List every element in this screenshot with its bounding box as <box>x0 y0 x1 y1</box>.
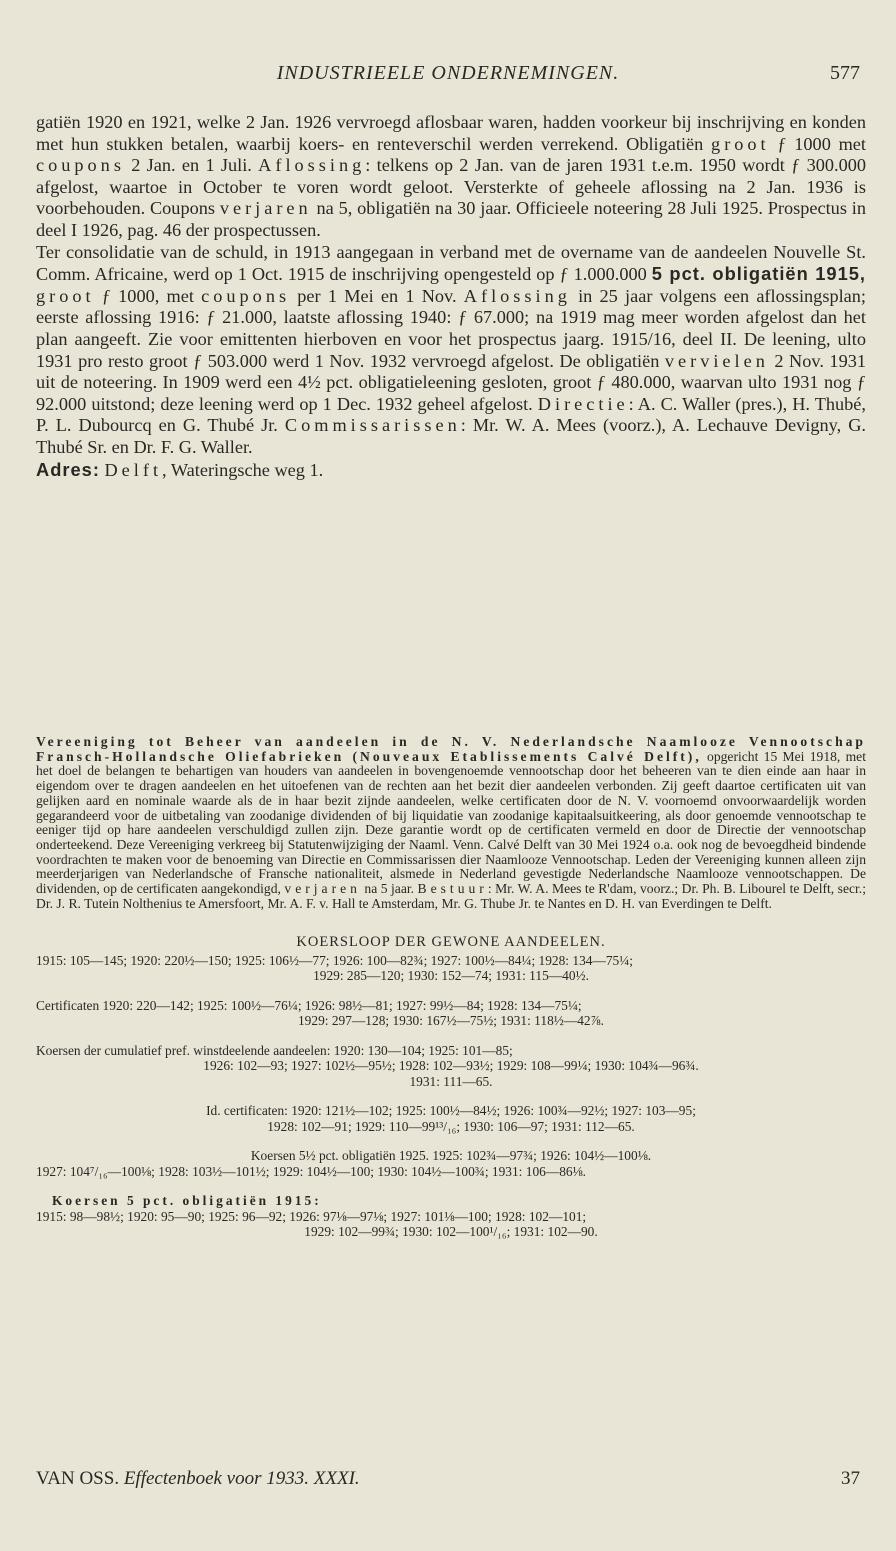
paragraph-obligations-1925 <box>36 112 866 242</box>
spaced-term: Aflossing <box>463 285 571 306</box>
koers-block-obligaties-1925 <box>36 1148 866 1179</box>
text-run: : Mr. W. A. Mees te R'dam, voorz.; Dr. Ph. B. Libourel te Delft, secr.; Dr. J. R. Tutein Nolthenius te Amersfoort, Mr. A. F. v. Hall te Amsterdam, Mr. G. Thube Jr. te Nantes en D. H. van Everdingen te Delft. <box>36 881 866 911</box>
koers-block-certificaten <box>36 998 866 1029</box>
footer-publisher: VAN OSS. <box>36 1468 120 1489</box>
footer-signature: 37 <box>841 1468 860 1489</box>
page-header <box>36 62 860 92</box>
spaced-term: Bestuur <box>417 881 488 897</box>
koers-line: Certificaten 1920: 220—142; 1925: 100½—76¼; 1926: 98½—81; 1927: 99½—84; 1928: 134—75¼; <box>36 997 582 1013</box>
text-run: 2 Jan. en 1 Juli. <box>124 155 259 176</box>
koers-line: 1929: 102—99¾; 1930: 102—100¹/₁₆; 1931: 102—90. <box>304 1224 598 1239</box>
bold-heading-run: 5 pct. obligatiën 1915, <box>651 263 866 285</box>
spaced-term: coupons <box>36 155 125 176</box>
text-run: : A. C. Waller (pres.), H. Thubé, P. L. Dubourcq en G. Thubé Jr. <box>36 393 866 436</box>
koers-line: 1927: 104⁷/₁₆—100⅛; 1928: 103½—101½; 1929: 104½—100; 1930: 104½—100¾; 1931: 106—86⅛. <box>36 1163 587 1179</box>
koers-line: 1931: 111—65. <box>409 1073 493 1089</box>
koers-line: 1915: 98—98½; 1920: 95—90; 1925: 96—92; 1926: 97⅛—97⅛; 1927: 101⅛—100; 1928: 102—101; <box>36 1208 587 1224</box>
text-run: na 5 jaar. <box>360 881 418 897</box>
footer-imprint <box>36 1468 360 1490</box>
spaced-term: verjaren <box>284 881 361 897</box>
text-run: na 5, obligatiën na 30 jaar. Officieele noteering 28 Juli 1925. Prospectus in deel I 1926, pag. 46 der prospectussen. <box>36 198 866 240</box>
page-footer <box>36 1468 860 1498</box>
text-run: Ter consolidatie van de schuld, in 1913 aangegaan in verband met de overname van de aandeelen Nouvelle St. Comm. Africaine, werd op 1 Oct. 1915 de inschrijving opengesteld op ƒ 1.000.000 <box>36 241 866 285</box>
spaced-term: Aflossing <box>258 155 366 176</box>
spaced-term: Directie <box>537 393 629 414</box>
koers-line: 1926: 102—93; 1927: 102½—95½; 1928: 102—93½; 1929: 108—99¼; 1930: 104¾—96¾. <box>203 1058 699 1073</box>
text-run: opgericht 15 Mei 1918, met het doel de belangen te behartigen van houders van aandeelen in bovengenoemde vennootschap door het beheeren van te dien einde aan haar in eigendom over te dragen aandeelen en het uitoefenen van de rechten aan het bezit dier aandeelen verbonden. Zij geeft daartoe certificaten uit van gelijken aard en nominale waarde als de in haar bezit zijnde aandeelen, welke certificaten door de N. V. voornoemd onvoorwaardelijk worden gegarandeerd voor de uitbetaling van zoodanige dividenden of bij liquidatie van zoodanige kapitaalsuitkeering, als door genoemde vennootschap te eeniger tijd op hare aandeelen verschuldigd zullen zijn. Deze garantie wordt op de certificaten vermeld en door de Directie der vennootschap onderteekend. Deze Vereeniging verkreeg bij Statutenwijziging der Naaml. Venn. Calvé Delft van 30 Mei 1924 o.a. ook nog de bevoegdheid bindende voordrachten te maken voor de benoeming van Directie en Commissarissen dier Naamlooze Vennootschap. Leden der Vereeniging kunnen alleen zijn meerderjarigen van Nederlandsche of Fransche nationaliteit, alsmede in Nederland gevestigde Nederlandsche Naamlooze vennootschappen. De dividenden, op de certificaten aangekondigd, <box>36 748 866 897</box>
footer-book-title: Effectenboek voor 1933. <box>123 1468 310 1489</box>
address-street: , Wateringsche weg 1. <box>162 459 324 480</box>
spaced-term: groot <box>711 133 770 154</box>
koers-block-obligaties-1915 <box>36 1193 866 1240</box>
page-number: 577 <box>830 62 860 84</box>
text-run: gatiën 1920 en 1921, welke 2 Jan. 1926 vervroegd aflosbaar waren, hadden voorkeur bij inschrijving en konden met hun stukken betalen, waarbij koers- en renteverschil werden verrekend. Obligatiën <box>36 112 866 154</box>
address-line <box>36 459 866 482</box>
vereeniging-paragraph <box>36 735 866 911</box>
text-run: : telkens op 2 Jan. van de jaren 1931 t.e.m. 1950 wordt ƒ 300.000 afgelost, waartoe in October te voren wordt geloot. Versterkte of geheele aflossing na 2 Jan. 1936 is voorbehouden. Coupons <box>36 155 866 219</box>
text-run: : Mr. W. A. Mees (voorz.), A. Lechauve Devigny, G. Thubé Sr. en Dr. F. G. Waller. <box>36 415 866 457</box>
text-run: ƒ 1000 met <box>769 133 866 154</box>
spaced-term: vervielen <box>664 350 769 371</box>
spaced-term: verjaren <box>219 198 312 219</box>
koers-block-pref <box>36 1043 866 1090</box>
running-title: INDUSTRIEELE ONDERNEMINGEN. <box>276 62 620 84</box>
address-city: Delft <box>104 459 163 480</box>
vereeniging-section <box>36 735 866 911</box>
koers-line: Koersen 5½ pct. obligatiën 1925. 1925: 102¾—97¾; 1926: 104½—100⅛. <box>250 1148 652 1163</box>
koers-line: 1928: 102—91; 1929: 110—99¹³/₁₆; 1930: 106—97; 1931: 112—65. <box>267 1118 635 1134</box>
koersloop-title: KOERSLOOP DER GEWONE AANDEELEN. <box>296 934 606 950</box>
koers-line: 1929: 285—120; 1930: 152—74; 1931: 115—40½. <box>313 968 589 983</box>
text-run: in 25 jaar volgens een aflossingsplan; eerste aflossing 1916: ƒ 21.000, laatste aflossing 1940: ƒ 67.000; na 1919 mag meer worden afgelost dan het plan aangeeft. Zie voor emittenten hierboven en voor het prospectus jaarg. 1915/16, deel II. De leening, ulto 1931 pro resto groot ƒ 503.000 werd 1 Nov. 1932 vervroegd afgelost. De obligatiën <box>36 285 866 371</box>
address-label: Adres: <box>36 458 100 480</box>
footer-volume: XXXI. <box>313 1468 360 1489</box>
koers-line: Koersen der cumulatief pref. winstdeelende aandeelen: 1920: 130—104; 1925: 101—85; <box>36 1042 513 1058</box>
koers-subtitle: Koersen 5 pct. obligatiën 1915: <box>52 1193 322 1208</box>
koers-block-gewone <box>36 953 866 984</box>
main-text <box>36 112 866 481</box>
koers-line: Id. certificaten: 1920: 121½—102; 1925: 100½—84½; 1926: 100¾—92½; 1927: 103—95; <box>206 1103 696 1118</box>
koers-block-id-certificaten <box>36 1103 866 1134</box>
koers-line: 1915: 105—145; 1920: 220½—150; 1925: 106½—77; 1926: 100—82¾; 1927: 100½—84¼; 1928: 134—75¼; <box>36 952 634 968</box>
spaced-term: Commissarissen <box>284 415 461 436</box>
vereeniging-title: Vereeniging tot Beheer van aandeelen in de N. V. Nederlandsche Naamlooze Vennootschap Fransch-Hollandsche Oliefabrieken (Nouveaux Etablissements Calvé Delft), <box>36 734 866 764</box>
spaced-term: coupons <box>201 285 291 306</box>
paragraph-obligations-1915 <box>36 242 866 459</box>
text-run: per 1 Mei en 1 Nov. <box>290 285 464 306</box>
text-run: 2 Nov. 1931 uit de noteering. In 1909 werd een 4½ pct. obligatieleening gesloten, groot ƒ 480.000, waarvan ulto 1931 nog ƒ 92.000 uitstond; deze leening werd op 1 Dec. 1932 geheel afgelost. <box>36 350 866 414</box>
text-run: ƒ 1000, met <box>94 285 202 306</box>
spaced-term: groot <box>36 285 95 306</box>
koersloop-section <box>36 935 866 1254</box>
koers-line: 1929: 297—128; 1930: 167½—75½; 1931: 118½—42⅞. <box>297 1013 604 1028</box>
